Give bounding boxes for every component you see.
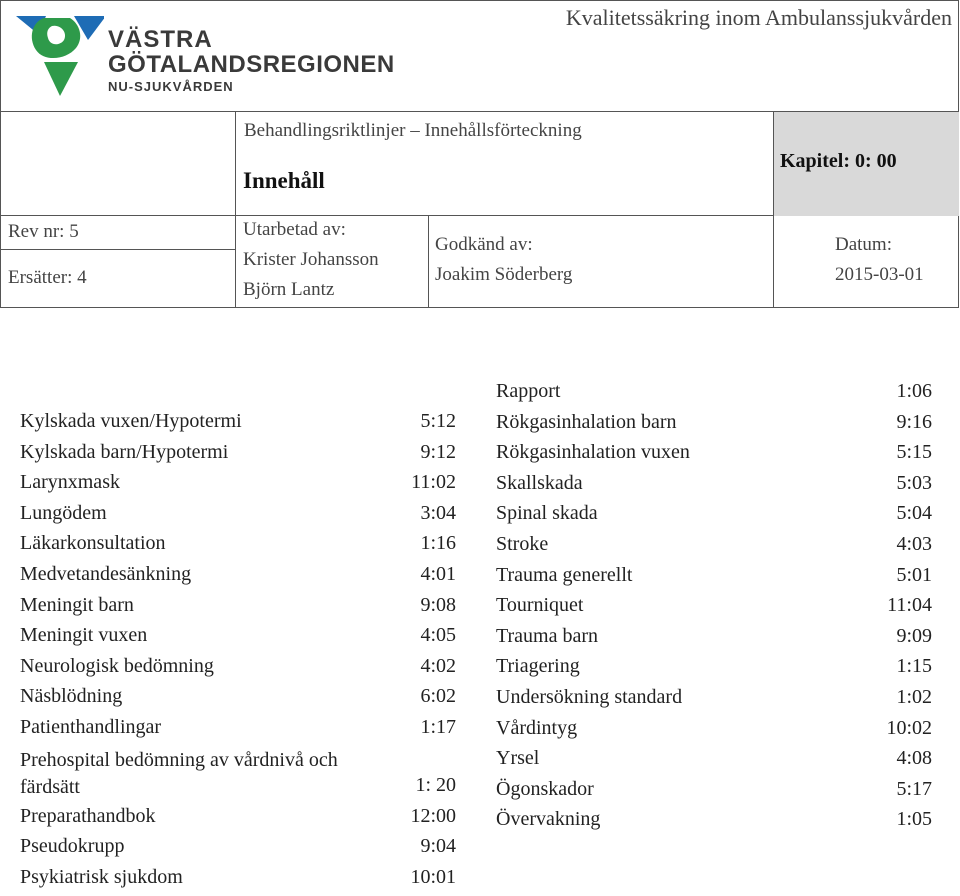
toc-entry-page: 1:02 [896,686,932,708]
prepared-by-name: Krister Johansson [243,249,379,270]
toc-entry [496,778,932,809]
toc-entry-title: Psykiatrisk sjukdom [20,865,183,888]
logo-line: GÖTALANDSREGIONEN [108,51,395,78]
toc-entry [20,747,456,805]
logo-line: NU-SJUKVÅRDEN [108,79,234,94]
toc-entry-page: 1:15 [896,655,932,678]
toc-entry-title: Läkarkonsultation [20,532,166,555]
breadcrumb: Behandlingsriktlinjer – Innehållsförteckning [244,120,582,141]
toc-entry [20,866,456,896]
toc-entry-page: 5:15 [896,441,932,464]
toc-entry-page: 12:00 [410,804,456,827]
toc-entry-page: 10:02 [886,716,932,739]
toc-entry-title: Kylskada barn/Hypotermi [20,440,229,463]
toc-entry [20,594,456,625]
toc-entry-title: Näsblödning [20,685,123,708]
toc-entry-title: Patienthandlingar [20,716,162,738]
toc-entry [20,716,456,747]
toc-entry-page: 9:08 [420,593,456,616]
toc-entry-title: Triagering [496,655,580,678]
toc-entry-title: Rapport [496,380,561,402]
toc-entry-title: Lungödem [20,501,107,524]
toc-entry-page: 4:05 [420,624,456,647]
toc-column-left [20,410,456,888]
toc-entry [496,533,932,564]
toc-entry-title: Stroke [496,533,549,555]
logo-line: VÄSTRA [108,26,213,53]
toc-entry-page: 4:02 [420,654,456,677]
toc-entry [20,471,456,502]
toc-entry [20,835,456,866]
date-block [835,230,924,290]
toc-entry [496,380,932,411]
revision-number: Rev nr: 5 [8,221,79,242]
toc-entry [496,747,932,778]
approved-by-label: Godkänd av: [435,234,533,255]
toc-entry-title: Larynxmask [20,471,120,494]
toc-entry-title: Medvetandesänkning [20,563,192,585]
page-title: Innehåll [243,168,325,193]
prepared-by-name: Björn Lantz [243,279,335,300]
toc-entry-title: Rökgasinhalation barn [496,410,677,433]
toc-entry [496,655,932,686]
document-title: Kvalitetssäkring inom Ambulanssjukvården [565,5,952,30]
organization-logo [14,14,414,104]
toc-entry [20,532,456,563]
toc-entry [496,564,932,595]
toc-entry-title: Kylskada vuxen/Hypotermi [20,410,242,432]
toc-entry-title: Preparathandbok [20,804,156,827]
toc-entry [496,472,932,503]
toc-entry-title: Pseudokrupp [20,835,125,858]
approved-by-block [435,230,572,290]
prepared-by-block [243,215,379,305]
toc-entry-page: 9:04 [420,835,456,858]
toc-entry-page: 11:02 [411,471,456,494]
toc-entry-page: 1:06 [896,380,932,402]
toc-entry [496,411,932,442]
toc-entry-title: Trauma barn [496,624,599,647]
toc-entry-page: 3:04 [420,501,456,524]
rev-divider [0,249,235,250]
column-divider [235,111,236,308]
toc-entry-title: Meningit vuxen [20,624,148,647]
approved-by-name: Joakim Söderberg [435,264,573,285]
toc-entry-title: Skallskada [496,471,583,494]
replaces-revision: Ersätter: 4 [8,267,87,288]
toc-entry [20,410,456,441]
toc-entry [20,624,456,655]
toc-entry [496,625,932,656]
toc-entry [496,594,932,625]
toc-entry-page: 5:03 [896,471,932,494]
toc-entry-page: 9:16 [896,410,932,433]
toc-entry-title: Ögonskador [496,777,594,800]
toc-entry-page: 1:05 [896,808,932,831]
date-label: Datum: [835,234,892,255]
toc-entry-page: 5:17 [896,777,932,800]
column-divider [428,215,429,308]
toc-entry [496,686,932,717]
toc-entry [20,441,456,472]
toc-entry-page: 1: 20 [415,773,456,796]
toc-entry [496,441,932,472]
toc-entry-page: 9:09 [896,624,932,647]
toc-entry-title: Neurologisk bedömning [20,654,214,677]
toc-entry-title: Spinal skada [496,502,598,525]
toc-entry-page: 5:04 [896,502,932,525]
toc-entry-page: 4:03 [896,533,932,555]
toc-entry-title: Trauma generellt [496,563,633,586]
toc-entry-title: Prehospital bedömning av vårdnivå och färdsätt [20,748,338,798]
toc-entry [20,502,456,533]
toc-entry-title: Tourniquet [496,594,584,617]
chapter-label: Kapitel: 0: 00 [780,150,897,172]
toc-column-right [496,380,932,850]
toc-entry [496,808,932,839]
toc-entry-page: 11:04 [887,594,932,617]
logo-emblem-icon [14,14,104,104]
prepared-by-label: Utarbetad av: [243,219,346,240]
toc-entry-title: Rökgasinhalation vuxen [496,441,690,464]
toc-entry-page: 4:01 [420,563,456,585]
toc-entry-page: 9:12 [420,440,456,463]
toc-entry-page: 1:17 [420,716,456,738]
toc-entry-page: 5:12 [420,410,456,432]
toc-entry [20,563,456,594]
toc-entry [496,502,932,533]
toc-entry [20,805,456,836]
toc-entry-title: Meningit barn [20,593,134,616]
logo-wordmark [108,28,395,96]
toc-entry-page: 10:01 [410,865,456,888]
toc-entry-title: Övervakning [496,808,601,831]
date-value: 2015-03-01 [835,264,924,285]
toc-entry [20,685,456,716]
toc-entry-page: 4:08 [896,747,932,770]
toc-entry-title: Vårdintyg [496,716,578,739]
toc-entry-title: Undersökning standard [496,686,683,708]
toc-entry-page: 5:01 [896,563,932,586]
toc-entry-title: Yrsel [496,747,540,770]
toc-entry [496,717,932,748]
toc-entry-page: 1:16 [420,532,456,555]
toc-entry-page: 6:02 [420,685,456,708]
toc-entry [20,655,456,686]
